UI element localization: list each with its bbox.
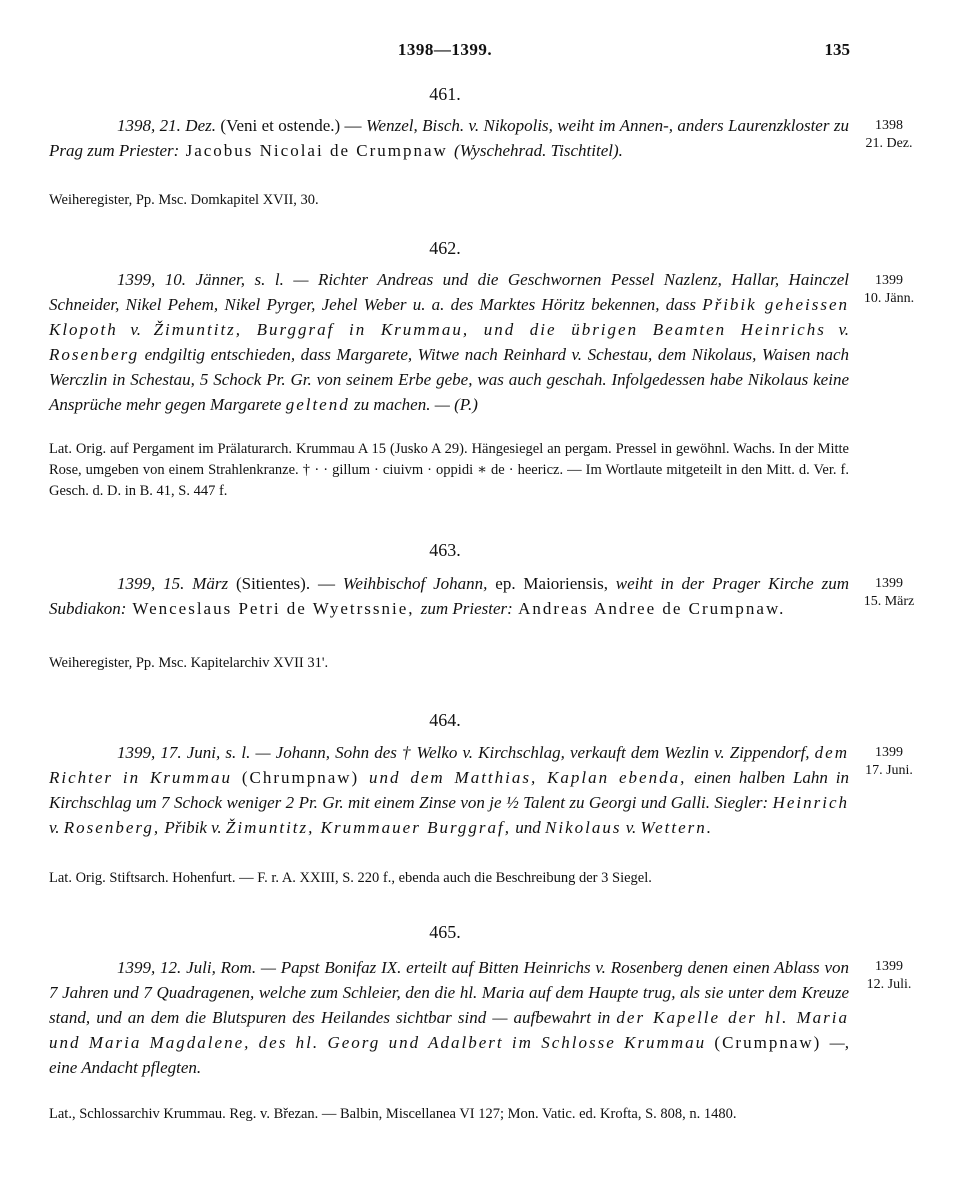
text-run: v.	[117, 320, 154, 339]
text-run: Wettern.	[640, 818, 714, 837]
text-run: Žimuntitz, Burggraf in Krummau, und die übrigen Beamten Heinrichs	[153, 320, 826, 339]
text-run: 1398, 21. Dez.	[117, 116, 216, 135]
margin-year: 1399	[875, 959, 903, 974]
margin-day: 12. Juli.	[866, 977, 912, 992]
text-run: weiht in der Prager Kirche zum Subdiakon:	[49, 574, 849, 618]
text-run: Nikolaus	[545, 818, 622, 837]
margin-year: 1399	[875, 745, 903, 760]
text-run: und	[511, 818, 546, 837]
margin-date	[858, 117, 920, 153]
entry-number: 463.	[429, 540, 461, 560]
entry-source: Lat. Orig. Stiftsarch. Hohenfurt. — F. r. A. XXIII, S. 220 f., ebenda auch die Beschreibung der 3 Siegel.	[49, 870, 652, 886]
text-run: zu machen. — (P.)	[349, 395, 478, 414]
text-run: v.	[825, 320, 849, 339]
entry-number: 461.	[429, 84, 461, 104]
text-run: und dem Matthias, Kaplan ebenda,	[369, 768, 687, 787]
text-run: (Crumpnaw)	[706, 1033, 830, 1052]
margin-year: 1398	[875, 118, 903, 133]
page-number: 135	[824, 40, 850, 59]
margin-day: 17. Juni.	[865, 763, 913, 778]
text-run: (Veni et ostende.) —	[216, 116, 366, 135]
text-run: dem Richter in Krummau	[49, 743, 849, 787]
text-run: Wenceslaus Petri de Wyetrssnie,	[126, 599, 421, 618]
margin-date	[858, 575, 920, 611]
text-run: v.	[49, 818, 64, 837]
entry-number: 462.	[429, 238, 461, 258]
text-run: v.	[621, 818, 641, 837]
margin-day: 21. Dez.	[865, 136, 913, 151]
entry-text	[49, 955, 849, 1080]
entry-source: Weiheregister, Pp. Msc. Kapitelarchiv XVII 31'.	[49, 655, 329, 671]
text-run: Weihbischof Johann,	[342, 574, 488, 593]
text-run: Jacobus Nicolai de Crumpnaw	[179, 141, 455, 160]
text-run: Žimuntitz, Krummauer Burggraf,	[225, 818, 512, 837]
text-run: 1399, 15. März	[117, 574, 229, 593]
entry-text	[49, 571, 849, 621]
entry-number: 464.	[429, 710, 461, 730]
text-run: Wenzel, Bisch. v. Nikopolis, weiht im Annen-, anders Laurenzkloster zu Prag zum Priester:	[49, 116, 849, 160]
text-run: —, eine Andacht pflegten.	[49, 1033, 849, 1077]
text-run: endgiltig entschieden, dass Margarete, Witwe nach Reinhard v. Schestau, dem Nikolaus, Waisen nach Werczlin in Schestau, 5 Schock Pr. Gr. von seinem Erbe gebe, was auch geschah. Infolgedessen habe Nikolaus keine Ansprüche mehr gegen Margarete	[49, 345, 849, 414]
text-run: (Chrumpnaw)	[231, 768, 370, 787]
entry-text	[49, 113, 849, 163]
entry-source: Lat. Orig. auf Pergament im Prälaturarch. Krummau A 15 (Jusko A 29). Hängesiegel an pergam. Pressel in gewöhnl. Wachs. In der Mitte Rose, umgeben von einem Strahlenkranze. † · · gillum · ciuivm · oppidi ∗ de · heericz. — Im Wortlaute mitgeteilt in den Mitt. d. Ver. f. Gesch. d. D. in B. 41, S. 447 f.	[49, 441, 849, 499]
entry-source: Weiheregister, Pp. Msc. Domkapitel XVII, 30.	[49, 192, 319, 208]
entry-source: Lat., Schlossarchiv Krummau. Reg. v. Březan. — Balbin, Miscellanea VI 127; Mon. Vatic. ed. Krofta, S. 808, n. 1480.	[49, 1106, 737, 1122]
text-run: Andreas Andree de Crumpnaw.	[512, 599, 786, 618]
margin-date	[858, 744, 920, 780]
running-header-years: 1398—1399.	[397, 40, 493, 59]
margin-day: 10. Jänn.	[863, 291, 915, 306]
text-run: 1399, 17. Juni, s. l. — Johann, Sohn des † Welko v. Kirchschlag, verkauft dem Wezlin v. Zippendorf,	[117, 743, 815, 762]
entry-text	[49, 267, 849, 417]
margin-year: 1399	[875, 576, 903, 591]
text-run: (Wyschehrad. Tischtitel).	[454, 141, 623, 160]
text-run: zum Priester:	[420, 599, 513, 618]
entry-number: 465.	[429, 922, 461, 942]
text-run: einen halben Lahn in Kirchschlag um 7 Schock weniger 2 Pr. Gr. mit einem Zinse von je ½ Talent zu Georgi und Galli. Siegler:	[49, 768, 849, 812]
text-run: Rosenberg	[49, 345, 140, 364]
text-run: 1399, 10. Jänner, s. l. — Richter Andreas und die Geschwornen Pessel Nazlenz, Hallar, Hainczel Schneider, Nikel Pehem, Nikel Pyrger, Jehel Weber u. a. des Marktes Höritz bekennen, dass	[49, 270, 849, 314]
text-run: Přibik v.	[160, 818, 226, 837]
margin-date	[858, 958, 920, 994]
text-run: Rosenberg,	[63, 818, 161, 837]
entry-text	[49, 740, 849, 840]
margin-year: 1399	[875, 273, 903, 288]
text-run: ep. Maioriensis,	[487, 574, 616, 593]
margin-date	[858, 272, 920, 308]
text-run: geltend	[285, 395, 350, 414]
margin-day: 15. März	[863, 594, 915, 609]
text-run: Přibik geheissen Klopoth	[49, 295, 849, 339]
text-run: Heinrich	[772, 793, 849, 812]
text-run: (Sitientes). —	[228, 574, 343, 593]
text-run: der Kapelle der hl. Maria und Maria Magdalene, des hl. Georg und Adalbert im Schlosse Krummau	[49, 1008, 849, 1052]
text-run: 1399, 12. Juli, Rom. — Papst Bonifaz IX. erteilt auf Bitten Heinrichs v. Rosenberg denen einen Ablass von 7 Jahren und 7 Quadragenen, welche zum Schleier, den die hl. Maria auf dem Haupte trug, als sie unter dem Kreuze stand, und an dem die Blutspuren des Heilandes sichtbar sind — aufbewahrt in	[49, 958, 849, 1027]
